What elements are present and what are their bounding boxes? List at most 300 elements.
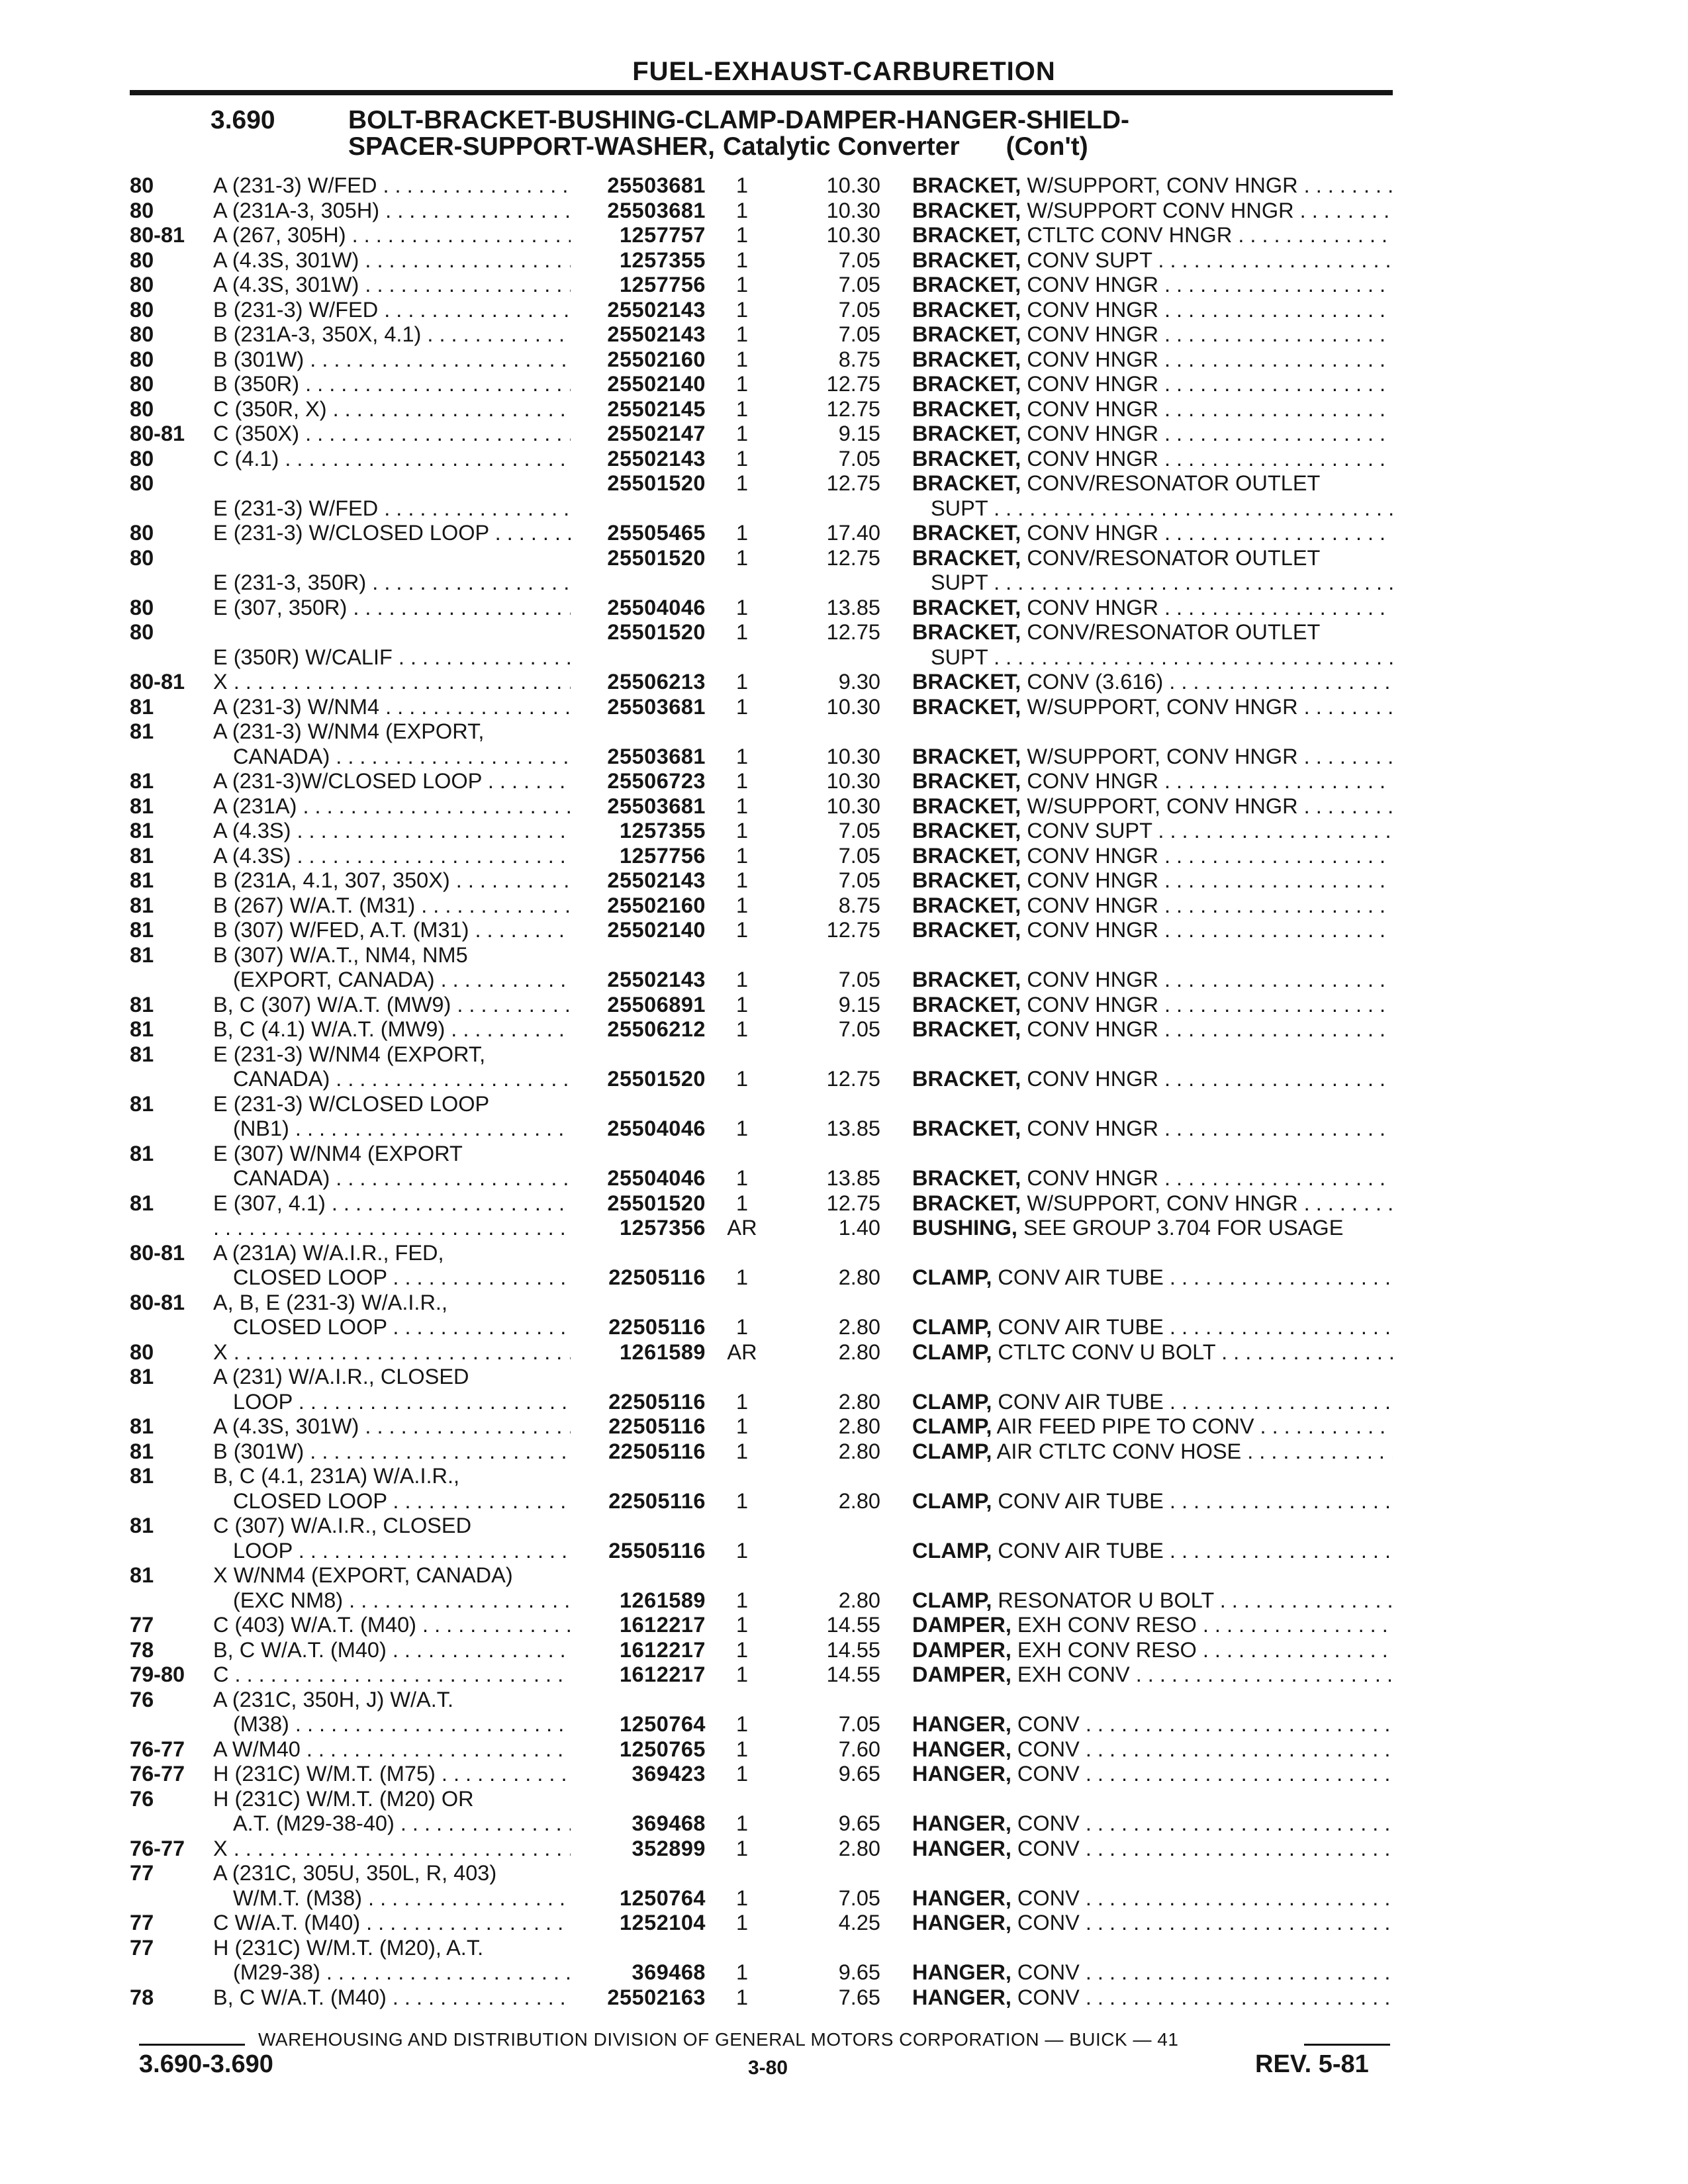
description-line xyxy=(912,993,1393,1018)
application-line: A (4.3S, 301W) . . . xyxy=(213,1414,571,1439)
description-cell xyxy=(912,1886,1393,1911)
description-cell xyxy=(912,745,1393,770)
quantity-cell: 1 xyxy=(735,992,749,1017)
price-cell: 10.30 xyxy=(826,744,880,768)
part-number-cell: 369468 xyxy=(632,1811,706,1835)
table-row xyxy=(0,1787,1688,1837)
description-line xyxy=(912,745,1393,770)
description-cell xyxy=(912,670,1393,695)
price-cell: 2.80 xyxy=(838,1836,880,1860)
application-line: A (231) W/A.I.R., CLOSED xyxy=(213,1365,469,1388)
description-keyword: HANGER, xyxy=(912,1762,1011,1786)
description-text: AIR FEED PIPE TO CONV xyxy=(996,1414,1254,1438)
application-line: C (307) W/A.I.R., CLOSED xyxy=(213,1514,472,1537)
description-text: CONV HNGR xyxy=(1027,868,1158,892)
quantity-cell: 1 xyxy=(735,1911,749,1934)
application-cell xyxy=(213,1191,571,1216)
description-line xyxy=(912,968,1393,993)
application-line: X . . . xyxy=(213,670,571,695)
description-text: CONV xyxy=(1017,1886,1080,1910)
footer-revision: REV. 5-81 xyxy=(1255,2050,1369,2078)
year-cell: 81 xyxy=(130,819,154,842)
part-number-cell: 22505116 xyxy=(608,1389,706,1414)
part-number-cell: 22505116 xyxy=(608,1414,706,1438)
quantity-cell: 1 xyxy=(735,446,749,471)
description-keyword: BRACKET, xyxy=(912,769,1021,793)
application-line: CLOSED LOOP . . . xyxy=(213,1489,571,1514)
description-text: CONV HNGR xyxy=(1027,1166,1158,1190)
quantity-cell: 1 xyxy=(735,1811,749,1835)
part-number-cell: 25501520 xyxy=(607,620,706,644)
description-text: CONV AIR TUBE xyxy=(998,1538,1164,1563)
year-cell: 80-81 xyxy=(130,670,185,694)
description-line xyxy=(912,1265,1393,1291)
table-row xyxy=(0,1563,1688,1613)
application-line: E (307, 4.1) . . . xyxy=(213,1191,571,1216)
description-keyword: BRACKET, xyxy=(912,223,1021,247)
table-row xyxy=(0,1365,1688,1414)
description-text: CONV HNGR xyxy=(1027,843,1158,868)
description-cell xyxy=(912,1191,1393,1216)
application-cell xyxy=(213,1216,571,1241)
application-cell xyxy=(213,1861,571,1911)
description-line xyxy=(912,1613,1393,1638)
description-line xyxy=(912,1662,1393,1688)
description-line xyxy=(912,1439,1393,1465)
quantity-cell: 1 xyxy=(735,1662,749,1686)
quantity-cell: 1 xyxy=(735,322,749,346)
application-cell xyxy=(213,645,571,670)
table-row xyxy=(0,794,1688,819)
part-number-cell: 25502160 xyxy=(607,347,706,371)
table-row xyxy=(0,1042,1688,1092)
application-line: LOOP . . . xyxy=(213,1539,571,1564)
application-line: CLOSED LOOP . . . xyxy=(213,1265,571,1291)
description-cell xyxy=(912,1811,1393,1837)
description-keyword: HANGER, xyxy=(912,1737,1011,1761)
description-text: CONV SUPT xyxy=(1027,819,1152,842)
application-line: B, C (4.1) W/A.T. (MW9) . . . xyxy=(213,1017,571,1042)
application-line xyxy=(213,1216,571,1241)
part-number-cell: 1261589 xyxy=(619,1340,706,1364)
year-cell: 79-80 xyxy=(130,1662,185,1686)
quantity-cell: 1 xyxy=(735,1389,749,1414)
price-cell: 13.85 xyxy=(826,1166,880,1190)
description-cell xyxy=(912,769,1393,794)
description-keyword: CLAMP, xyxy=(912,1265,992,1289)
application-cell xyxy=(213,1365,571,1414)
description-line xyxy=(912,570,1393,596)
application-cell xyxy=(213,769,571,794)
application-line: E (231-3) W/NM4 (EXPORT, xyxy=(213,1042,486,1066)
application-cell xyxy=(213,447,571,472)
description-cell xyxy=(912,422,1393,447)
description-line xyxy=(912,645,1393,670)
application-cell xyxy=(213,1737,571,1762)
part-number-cell: 25502163 xyxy=(607,1985,706,2009)
description-cell xyxy=(912,546,1393,596)
year-cell: 81 xyxy=(130,769,154,793)
description-text: CONV AIR TUBE xyxy=(998,1265,1164,1289)
description-text: W/SUPPORT, CONV HNGR xyxy=(1027,1191,1298,1215)
quantity-cell: 1 xyxy=(735,1439,749,1463)
table-row xyxy=(0,1688,1688,1737)
application-line: B (307) W/A.T., NM4, NM5 xyxy=(213,942,468,967)
header-rule xyxy=(130,90,1393,95)
application-line: A (231A) W/A.I.R., FED, xyxy=(213,1240,444,1265)
price-cell: 2.80 xyxy=(838,1340,880,1364)
part-number-cell: 25502143 xyxy=(607,968,706,991)
description-keyword: BRACKET, xyxy=(912,1191,1021,1215)
description-cell xyxy=(912,298,1393,323)
part-number-cell: 22505116 xyxy=(608,1265,706,1289)
year-cell: 77 xyxy=(130,1935,154,1960)
description-text: CONV AIR TUBE xyxy=(998,1389,1164,1414)
table-row xyxy=(0,372,1688,397)
description-line xyxy=(912,372,1393,397)
price-cell: 9.65 xyxy=(838,1960,880,1984)
description-line xyxy=(912,794,1393,819)
application-cell xyxy=(213,1688,571,1737)
application-line: A (267, 305H) . . . xyxy=(213,223,571,248)
year-cell: 81 xyxy=(130,1091,154,1116)
application-cell xyxy=(213,868,571,893)
table-row xyxy=(0,1142,1688,1191)
price-cell: 7.05 xyxy=(838,843,880,868)
price-cell: 13.85 xyxy=(826,1116,880,1140)
description-cell xyxy=(912,1315,1393,1340)
table-row xyxy=(0,1662,1688,1688)
table-row xyxy=(0,943,1688,993)
application-cell xyxy=(213,1514,571,1563)
description-text: SUPT xyxy=(931,645,988,669)
price-cell: 12.75 xyxy=(826,620,880,644)
description-text: CONV HNGR xyxy=(1027,1116,1158,1140)
part-number-cell: 22505116 xyxy=(608,1488,706,1513)
price-cell: 7.05 xyxy=(838,322,880,346)
description-cell xyxy=(912,620,1393,670)
application-line: C . . . xyxy=(213,1662,571,1688)
quantity-cell: 1 xyxy=(735,1116,749,1140)
description-cell xyxy=(912,223,1393,248)
price-cell: 13.85 xyxy=(826,595,880,619)
year-cell: 77 xyxy=(130,1861,154,1885)
year-cell: 81 xyxy=(130,1141,154,1165)
part-number-cell: 25502143 xyxy=(607,868,706,892)
year-cell: 80 xyxy=(130,322,154,346)
price-cell: 12.75 xyxy=(826,1067,880,1091)
year-cell: 80-81 xyxy=(130,1240,185,1265)
footer-division: WAREHOUSING AND DISTRIBUTION DIVISION OF GENERAL MOTORS CORPORATION — BUICK — 41 xyxy=(258,2029,1179,2050)
part-number-cell: 25503681 xyxy=(607,744,706,768)
application-line: (NB1) . . . xyxy=(213,1116,571,1142)
part-number-cell: 25506723 xyxy=(607,769,706,793)
year-cell: 81 xyxy=(130,1191,154,1215)
part-number-cell: 25501520 xyxy=(607,1191,706,1215)
price-cell: 10.30 xyxy=(826,769,880,793)
quantity-cell: 1 xyxy=(735,794,749,818)
year-cell: 76 xyxy=(130,1786,154,1811)
description-line xyxy=(912,1985,1393,2011)
quantity-cell: 1 xyxy=(735,769,749,793)
application-cell xyxy=(213,719,571,769)
description-keyword: HANGER, xyxy=(912,1985,1011,2009)
year-cell: 80 xyxy=(130,521,154,545)
description-line xyxy=(912,223,1393,248)
part-number-cell: 25504046 xyxy=(607,1166,706,1190)
application-cell xyxy=(213,1563,571,1613)
part-number-cell: 25504046 xyxy=(607,595,706,619)
description-cell xyxy=(912,596,1393,621)
description-text: CONV HNGR xyxy=(1027,347,1158,371)
page-header-title: FUEL-EXHAUST-CARBURETION xyxy=(632,57,1056,86)
application-line: E (231-3) W/CLOSED LOOP . . . xyxy=(213,521,571,546)
description-keyword: BRACKET, xyxy=(912,372,1021,396)
year-cell: 76 xyxy=(130,1687,154,1711)
description-keyword: BRACKET, xyxy=(912,694,1021,719)
description-text: CONV xyxy=(1017,1762,1080,1786)
year-cell: 81 xyxy=(130,1365,154,1388)
application-cell xyxy=(213,1787,571,1837)
quantity-cell: 1 xyxy=(735,694,749,719)
description-line xyxy=(912,322,1393,347)
year-cell: 80 xyxy=(130,198,154,222)
year-cell: 81 xyxy=(130,1514,154,1537)
quantity-cell: 1 xyxy=(735,1613,749,1637)
description-line xyxy=(912,1017,1393,1042)
price-cell: 7.05 xyxy=(838,868,880,892)
description-keyword: DAMPER, xyxy=(912,1637,1011,1662)
quantity-cell: 1 xyxy=(735,1637,749,1662)
application-line: A, B, E (231-3) W/A.I.R., xyxy=(213,1290,447,1314)
application-line: B (307) W/FED, A.T. (M31) . . . xyxy=(213,918,571,943)
description-text: CONV xyxy=(1017,1985,1080,2009)
table-row xyxy=(0,447,1688,472)
price-cell: 9.65 xyxy=(838,1762,880,1786)
price-cell: 2.80 xyxy=(838,1414,880,1438)
part-number-cell: 1257355 xyxy=(619,819,706,842)
application-line: C (350R, X) . . . xyxy=(213,397,571,422)
description-keyword: BRACKET, xyxy=(912,670,1021,694)
application-line: C (4.1) . . . xyxy=(213,447,571,472)
price-cell: 2.80 xyxy=(838,1588,880,1612)
application-line: B (301W) . . . xyxy=(213,1439,571,1465)
year-cell: 80 xyxy=(130,273,154,296)
application-line: A (231-3)W/CLOSED LOOP . . . xyxy=(213,769,571,794)
description-line xyxy=(912,1837,1393,1862)
table-row xyxy=(0,1737,1688,1762)
description-line xyxy=(912,471,1393,496)
description-line xyxy=(912,1811,1393,1837)
description-text: CONV HNGR xyxy=(1027,918,1158,942)
price-cell: 2.80 xyxy=(838,1439,880,1463)
description-keyword: BRACKET, xyxy=(912,1067,1021,1091)
description-line xyxy=(912,670,1393,695)
year-cell: 81 xyxy=(130,694,154,719)
application-cell xyxy=(213,1762,571,1787)
price-cell: 9.30 xyxy=(838,670,880,694)
price-cell: 12.75 xyxy=(826,471,880,495)
description-cell xyxy=(912,173,1393,199)
application-line: A (4.3S, 301W) . . . xyxy=(213,248,571,273)
part-number-cell: 25506213 xyxy=(607,670,706,694)
quantity-cell: 1 xyxy=(735,1712,749,1736)
description-keyword: BRACKET, xyxy=(912,918,1021,942)
description-cell xyxy=(912,1837,1393,1862)
application-cell xyxy=(213,1638,571,1663)
application-cell xyxy=(213,1911,571,1936)
application-cell xyxy=(213,695,571,720)
description-keyword: CLAMP, xyxy=(912,1439,992,1463)
part-number-cell: 1250764 xyxy=(619,1886,706,1910)
description-text: SUPT xyxy=(931,496,988,520)
description-cell xyxy=(912,1414,1393,1439)
section-title-line1: BOLT-BRACKET-BUSHING-CLAMP-DAMPER-HANGER-SHIELD- xyxy=(348,106,1130,134)
part-number-cell: 25503681 xyxy=(607,694,706,719)
application-line: B (301W) . . . xyxy=(213,347,571,373)
description-text: CONV xyxy=(1017,1836,1080,1860)
quantity-cell: 1 xyxy=(735,595,749,619)
application-line: E (231-3) W/FED . . . xyxy=(213,496,571,522)
application-cell xyxy=(213,397,571,422)
application-cell xyxy=(213,1142,571,1191)
description-text: CTLTC CONV U BOLT xyxy=(998,1340,1216,1364)
year-cell: 80 xyxy=(130,396,154,421)
part-number-cell: 22505116 xyxy=(608,1439,706,1463)
price-cell: 4.25 xyxy=(838,1911,880,1934)
description-keyword: BRACKET, xyxy=(912,347,1021,371)
price-cell: 2.80 xyxy=(838,1315,880,1339)
quantity-cell: 1 xyxy=(735,1166,749,1190)
price-cell: 7.05 xyxy=(838,248,880,272)
price-cell: 17.40 xyxy=(826,521,880,545)
year-cell: 81 xyxy=(130,992,154,1017)
description-cell xyxy=(912,273,1393,298)
year-cell: 80-81 xyxy=(130,223,185,247)
year-cell: 81 xyxy=(130,1464,154,1488)
description-cell xyxy=(912,1588,1393,1614)
description-cell xyxy=(912,918,1393,943)
quantity-cell: 1 xyxy=(735,422,749,445)
description-cell xyxy=(912,199,1393,224)
year-cell: 80 xyxy=(130,372,154,396)
year-cell: 77 xyxy=(130,1613,154,1637)
application-cell xyxy=(213,372,571,397)
price-cell: 10.30 xyxy=(826,794,880,818)
description-keyword: BRACKET, xyxy=(912,248,1021,272)
part-number-cell: 25502143 xyxy=(607,322,706,346)
application-line: E (350R) W/CALIF . . . xyxy=(213,645,571,670)
description-line xyxy=(912,1067,1393,1092)
description-keyword: BRACKET, xyxy=(912,1116,1021,1140)
part-number-cell: 25501520 xyxy=(607,471,706,495)
description-cell xyxy=(912,844,1393,869)
description-text: CONV xyxy=(1017,1960,1080,1984)
price-cell: 14.55 xyxy=(826,1613,880,1637)
description-keyword: DAMPER, xyxy=(912,1662,1011,1686)
description-text: CONV HNGR xyxy=(1027,521,1158,545)
part-number-cell: 25506891 xyxy=(607,992,706,1017)
price-cell: 12.75 xyxy=(826,918,880,942)
description-keyword: HANGER, xyxy=(912,1811,1011,1835)
quantity-cell: AR xyxy=(727,1340,757,1364)
table-row xyxy=(0,422,1688,447)
application-line: CANADA) . . . xyxy=(213,1067,571,1092)
description-text: CONV HNGR xyxy=(1027,1067,1158,1091)
description-cell xyxy=(912,819,1393,844)
price-cell: 7.60 xyxy=(838,1737,880,1761)
year-cell: 80 xyxy=(130,173,154,197)
part-number-cell: 369468 xyxy=(632,1960,706,1984)
price-cell: 9.65 xyxy=(838,1811,880,1835)
footer-rule-left xyxy=(139,2044,245,2046)
part-number-cell: 25504046 xyxy=(607,1116,706,1140)
description-line xyxy=(912,298,1393,323)
application-cell xyxy=(213,844,571,869)
description-text: CONV AIR TUBE xyxy=(998,1315,1164,1339)
year-cell: 80 xyxy=(130,595,154,619)
section-title-text: SPACER-SUPPORT-WASHER, xyxy=(348,132,715,161)
application-line: B, C W/A.T. (M40) . . . xyxy=(213,1638,571,1663)
year-cell: 76-77 xyxy=(130,1836,185,1860)
table-row xyxy=(0,1514,1688,1563)
price-cell: 12.75 xyxy=(826,1191,880,1215)
application-cell xyxy=(213,1985,571,2011)
description-line xyxy=(912,199,1393,224)
description-keyword: BRACKET, xyxy=(912,297,1021,322)
application-line: CLOSED LOOP . . . xyxy=(213,1315,571,1340)
table-row xyxy=(0,1216,1688,1241)
description-keyword: BUSHING, xyxy=(912,1216,1017,1240)
year-cell: 81 xyxy=(130,893,154,917)
description-keyword: BRACKET, xyxy=(912,868,1021,892)
quantity-cell: 1 xyxy=(735,521,749,545)
application-line: LOOP . . . xyxy=(213,1390,571,1415)
table-row xyxy=(0,173,1688,199)
description-text: SEE GROUP 3.704 FOR USAGE xyxy=(1023,1216,1344,1240)
table-row xyxy=(0,521,1688,546)
price-cell: 2.80 xyxy=(838,1488,880,1513)
application-line: E (307) W/NM4 (EXPORT xyxy=(213,1141,463,1165)
quantity-cell: 1 xyxy=(735,868,749,892)
description-cell xyxy=(912,1613,1393,1638)
description-line xyxy=(912,496,1393,522)
quantity-cell: 1 xyxy=(735,1191,749,1215)
price-cell: 2.80 xyxy=(838,1389,880,1414)
table-row xyxy=(0,223,1688,248)
table-row xyxy=(0,1911,1688,1936)
application-cell xyxy=(213,670,571,695)
price-cell: 2.80 xyxy=(838,1265,880,1289)
description-cell xyxy=(912,521,1393,546)
description-line xyxy=(912,819,1393,844)
application-cell xyxy=(213,1439,571,1465)
description-text: CONV HNGR xyxy=(1027,1017,1158,1041)
price-cell: 12.75 xyxy=(826,545,880,570)
price-cell: 7.05 xyxy=(838,968,880,991)
part-number-cell: 25503681 xyxy=(607,198,706,222)
price-cell: 7.05 xyxy=(838,297,880,322)
year-cell: 80 xyxy=(130,1340,154,1364)
description-keyword: BRACKET, xyxy=(912,422,1021,445)
section-title-suffix: Catalytic Converter xyxy=(723,132,960,161)
table-row xyxy=(0,1985,1688,2011)
application-cell xyxy=(213,1613,571,1638)
price-cell: 14.55 xyxy=(826,1662,880,1686)
part-number-cell: 1257756 xyxy=(619,273,706,296)
table-row xyxy=(0,471,1688,521)
application-line: H (231C) W/M.T. (M20), A.T. xyxy=(213,1935,484,1960)
